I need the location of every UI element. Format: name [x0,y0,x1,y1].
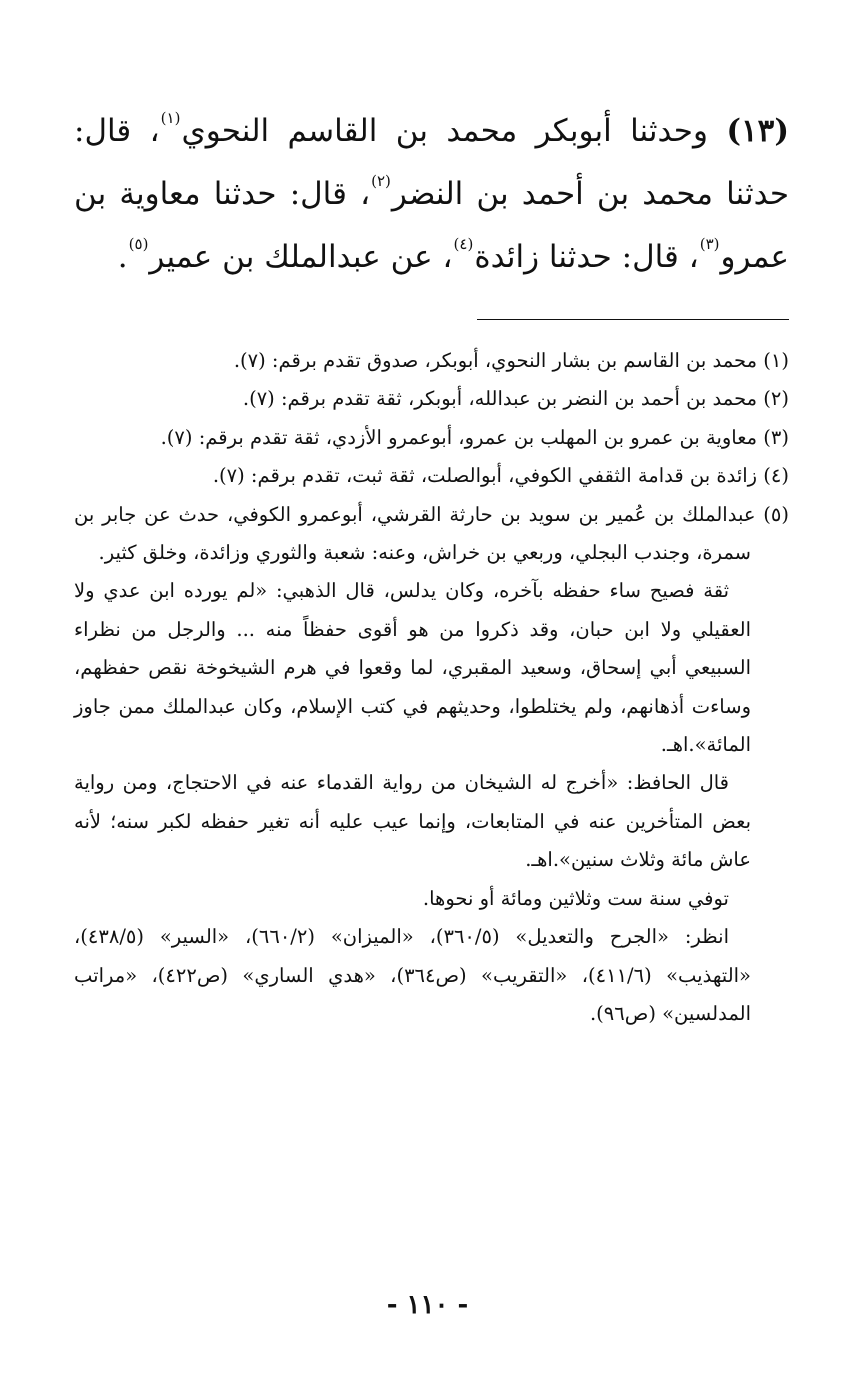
hadith-segment: ، قال: حدثنا زائدة [474,239,699,275]
footnotes [74,342,789,1033]
footnote-5-paragraph: توفي سنة ست وثلاثين ومائة أو نحوها. [422,886,729,910]
page-number: - ١١٠ - [386,1290,469,1320]
footnote-ref: (٣) [699,235,720,253]
footnote-divider [477,319,789,320]
footnote-2: (٢) محمد بن أحمد بن النضر بن عبدالله، أبوبكر، ثقة تقدم برقم: (٧). [242,387,789,411]
footnote-ref: (٥) [128,235,149,253]
footnote-5-references: انظر: «الجرح والتعديل» (٣٦٠/٥)، «الميزان» (٦٦٠/٢)، «السير» (٤٣٨/٥)، «التهذيب» (٤١١/٦)، «التقريب» (ص٣٦٤)، «هدي الساري» (ص٤٢٢)، «مراتب المدلسين» (ص٩٦). [74,925,751,1025]
footnote-4: (٤) زائدة بن قدامة الثقفي الكوفي، أبوالصلت، ثقة ثبت، تقدم برقم: (٧). [212,464,789,488]
hadith-segment: ، عن عبدالملك بن عمير [149,239,453,275]
hadith-number: (١٣) [726,113,790,149]
hadith-text [74,100,789,289]
hadith-segment: ، قال: حدثنا محمد بن أحمد بن النضر [74,113,790,212]
footnote-ref: (٢) [371,172,391,190]
footnote-3: (٣) معاوية بن عمرو بن المهلب بن عمرو، أبوعمرو الأزدي، ثقة تقدم برقم: (٧). [160,425,789,449]
hadith-segment: وحدثنا أبوبكر محمد بن القاسم النحوي [181,113,727,149]
hadith-end: . [117,239,128,275]
footnote-ref: (٤) [453,235,474,253]
hadith-segment: ، قال: حدثنا معاوية بن عمرو [74,176,789,275]
footnote-1: (١) محمد بن القاسم بن بشار النحوي، أبوبكر، صدوق تقدم برقم: (٧). [233,349,789,372]
footnote-ref: (١) [160,109,181,127]
footnote-5-paragraph: ثقة فصيح ساء حفظه بآخره، وكان يدلس، قال الذهبي: «لم يورده ابن عدي ولا العقيلي ولا ابن حبان، وقد ذكروا من هو أقوى حفظاً منه ... والرجل من نظراء السبيعي أبي إسحاق، وسعيد المقبري، لما وقعوا في هرم الشيخوخة نقص حفظهم، وساءت أذهانهم، ولم يختلطوا، وحديثهم في كتب الإسلام، وكان عبدالملك ممن جاوز المائة».اهـ. [74,579,751,757]
footnote-5: (٥) عبدالملك بن عُمير بن سويد بن حارثة القرشي، أبوعمرو الكوفي، حدث عن جابر بن سمرة، وجندب البجلي، وربعي بن خراش، وعنه: شعبة والثوري وزائدة، وخلق كثير. [74,502,789,565]
footnote-5-paragraph: قال الحافظ: «أخرج له الشيخان من رواية القدماء عنه في الاحتجاج، ومن رواية بعض المتأخرين عنه في المتابعات، وإنما عيب عليه أنه تغير حفظه لكبر سنه؛ لأنه عاش مائة وثلاث سنين».اهـ. [74,771,751,872]
